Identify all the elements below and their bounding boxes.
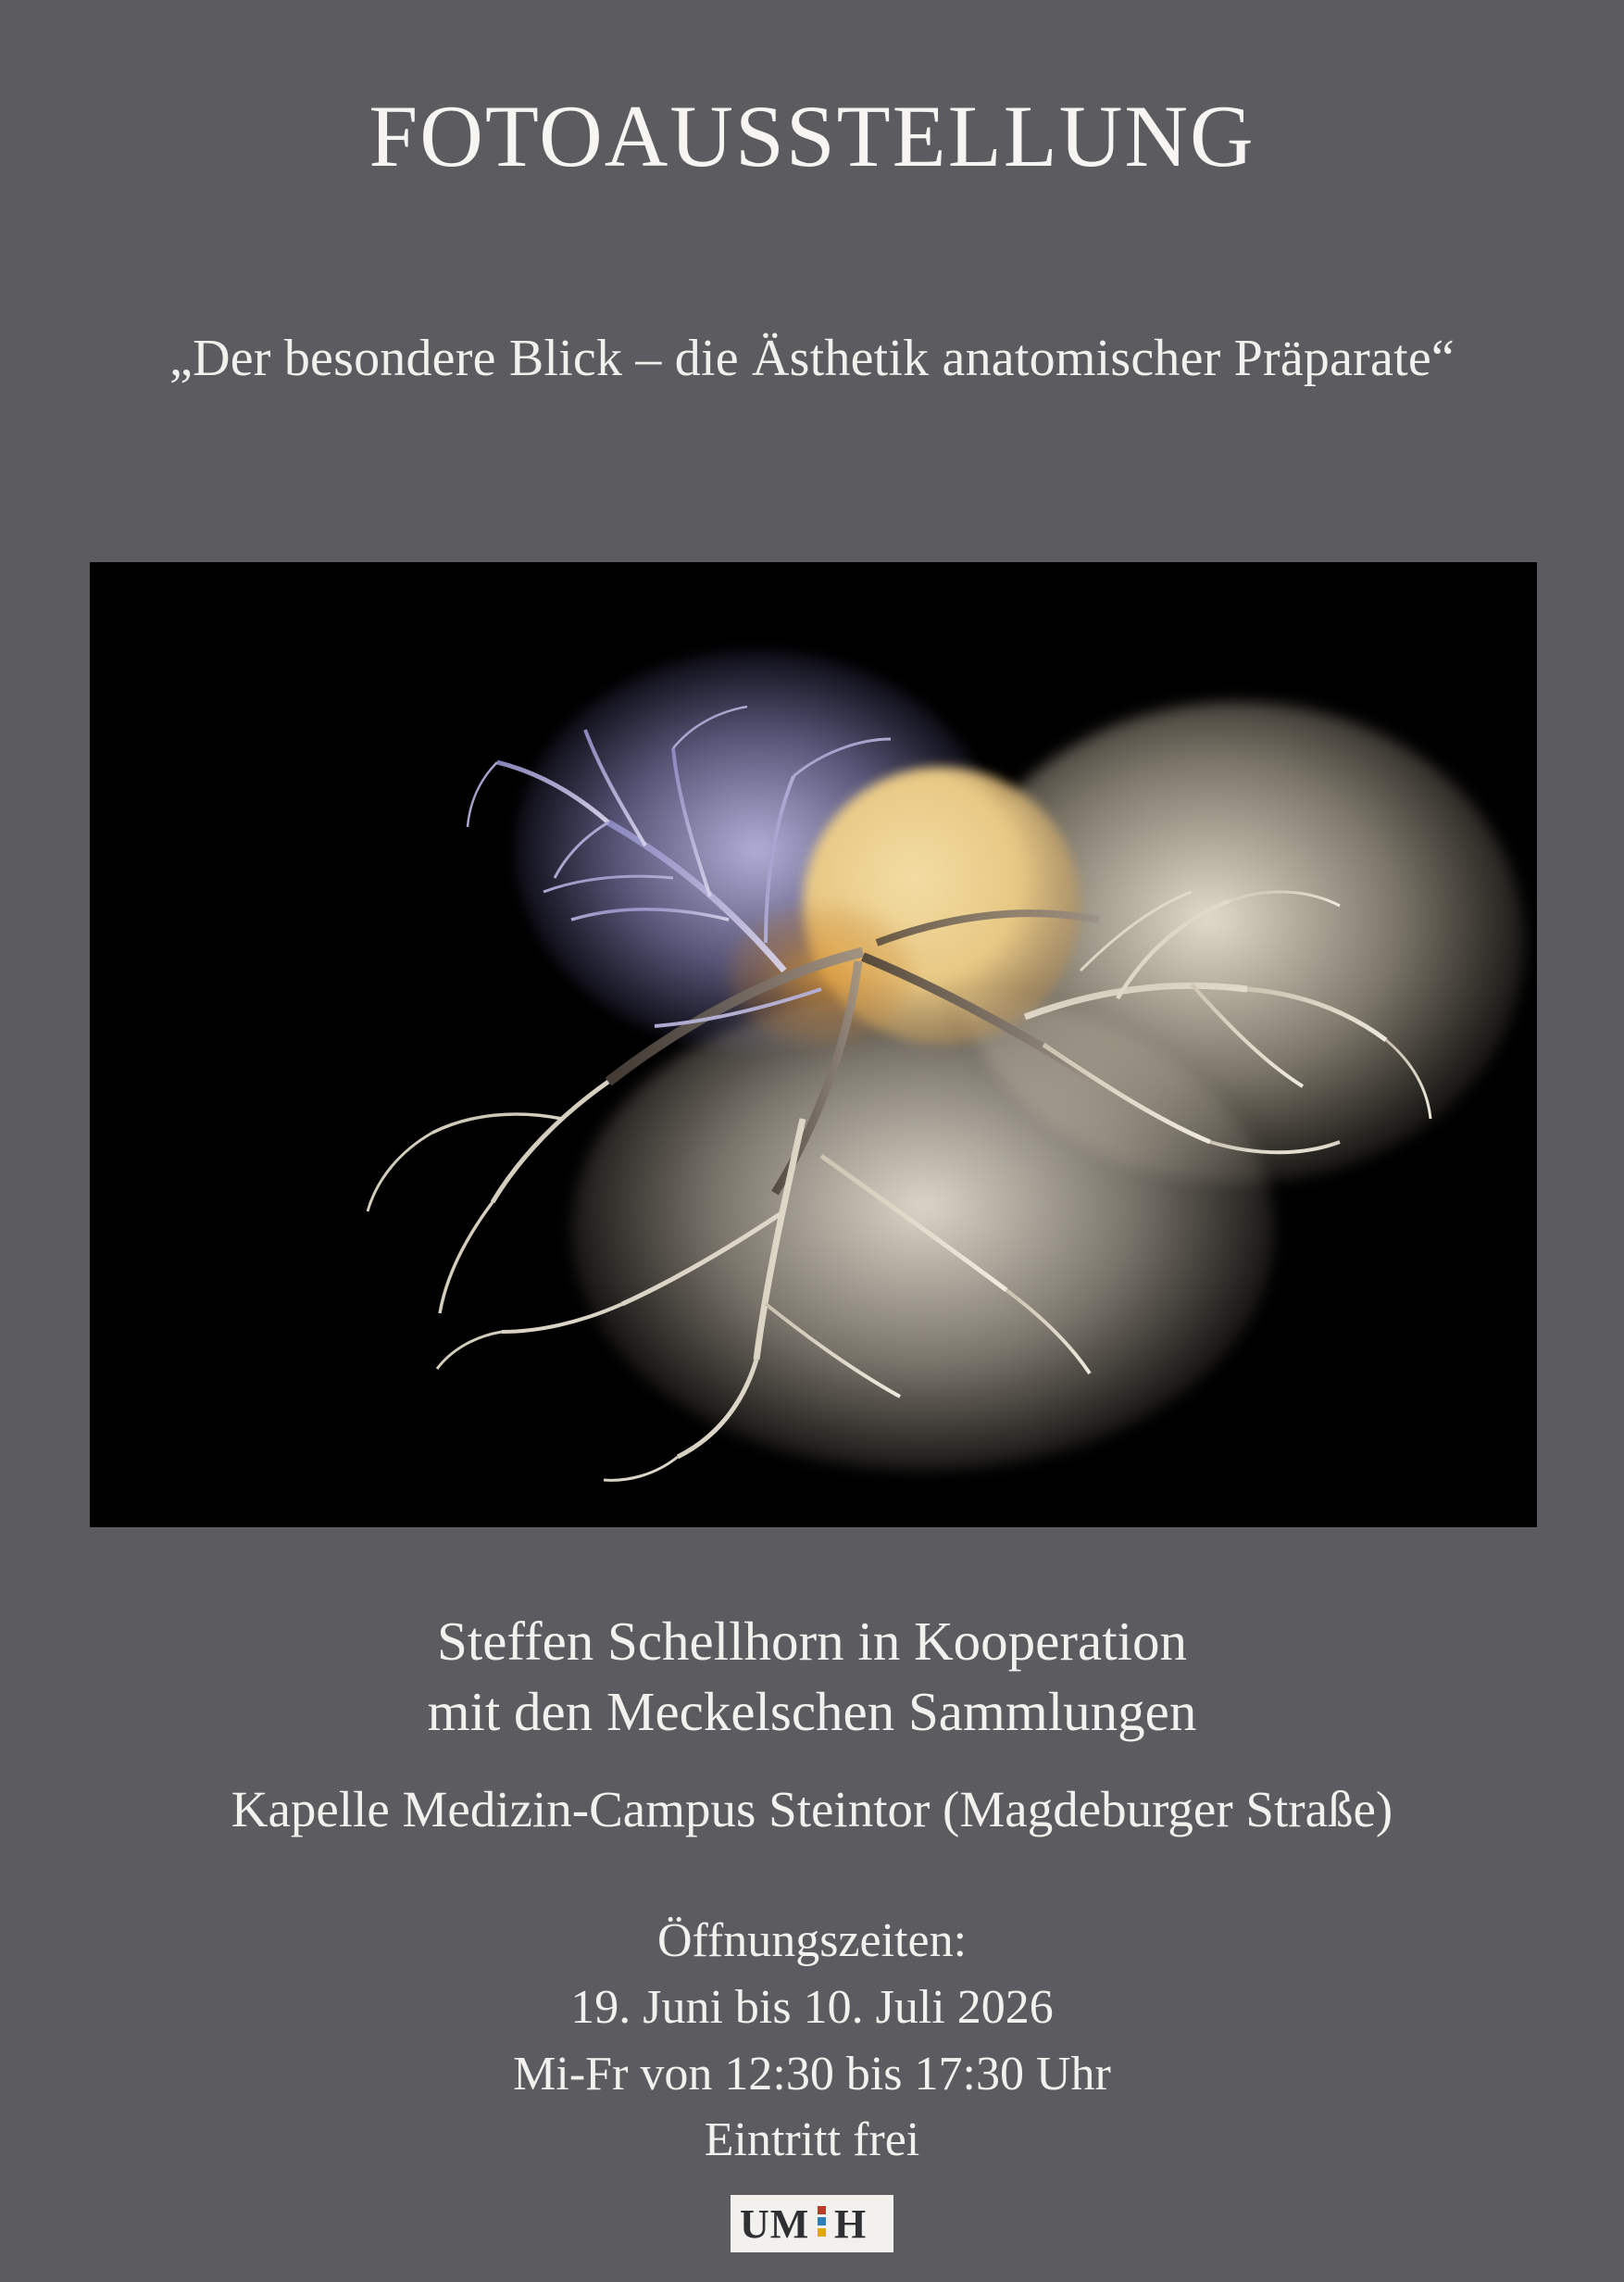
exhibition-subtitle: „Der besondere Blick – die Ästhetik anatomischer Präparate“ <box>169 330 1455 387</box>
credits-line-1: Steffen Schellhorn in Kooperation <box>437 1611 1187 1672</box>
umh-logo-icon <box>731 2195 893 2252</box>
exhibition-photo <box>90 562 1537 1527</box>
svg-text:H: H <box>834 2201 867 2247</box>
admission-note: Eintritt frei <box>704 2113 920 2167</box>
opening-hours-times: Mi-Fr von 12:30 bis 17:30 Uhr <box>513 2047 1111 2100</box>
opening-hours-label: Öffnungszeiten: <box>656 1914 968 1967</box>
svg-text:UM: UM <box>740 2201 810 2247</box>
venue-line: Kapelle Medizin-Campus Steintor (Magdeburger Straße) <box>231 1781 1393 1837</box>
specimen-vessel-tree <box>210 600 1506 1489</box>
anatomical-specimen-image <box>210 600 1506 1489</box>
umh-logo <box>731 2195 893 2252</box>
page-title: FOTOAUSSTELLUNG <box>369 87 1255 185</box>
photo-canvas <box>90 562 1537 1527</box>
credits-block <box>0 1607 1624 1747</box>
opening-hours-dates: 19. Juni bis 10. Juli 2026 <box>570 1980 1054 2034</box>
opening-hours-block <box>0 1908 1624 2174</box>
credits-line-2: mit den Meckelschen Sammlungen <box>427 1680 1197 1742</box>
